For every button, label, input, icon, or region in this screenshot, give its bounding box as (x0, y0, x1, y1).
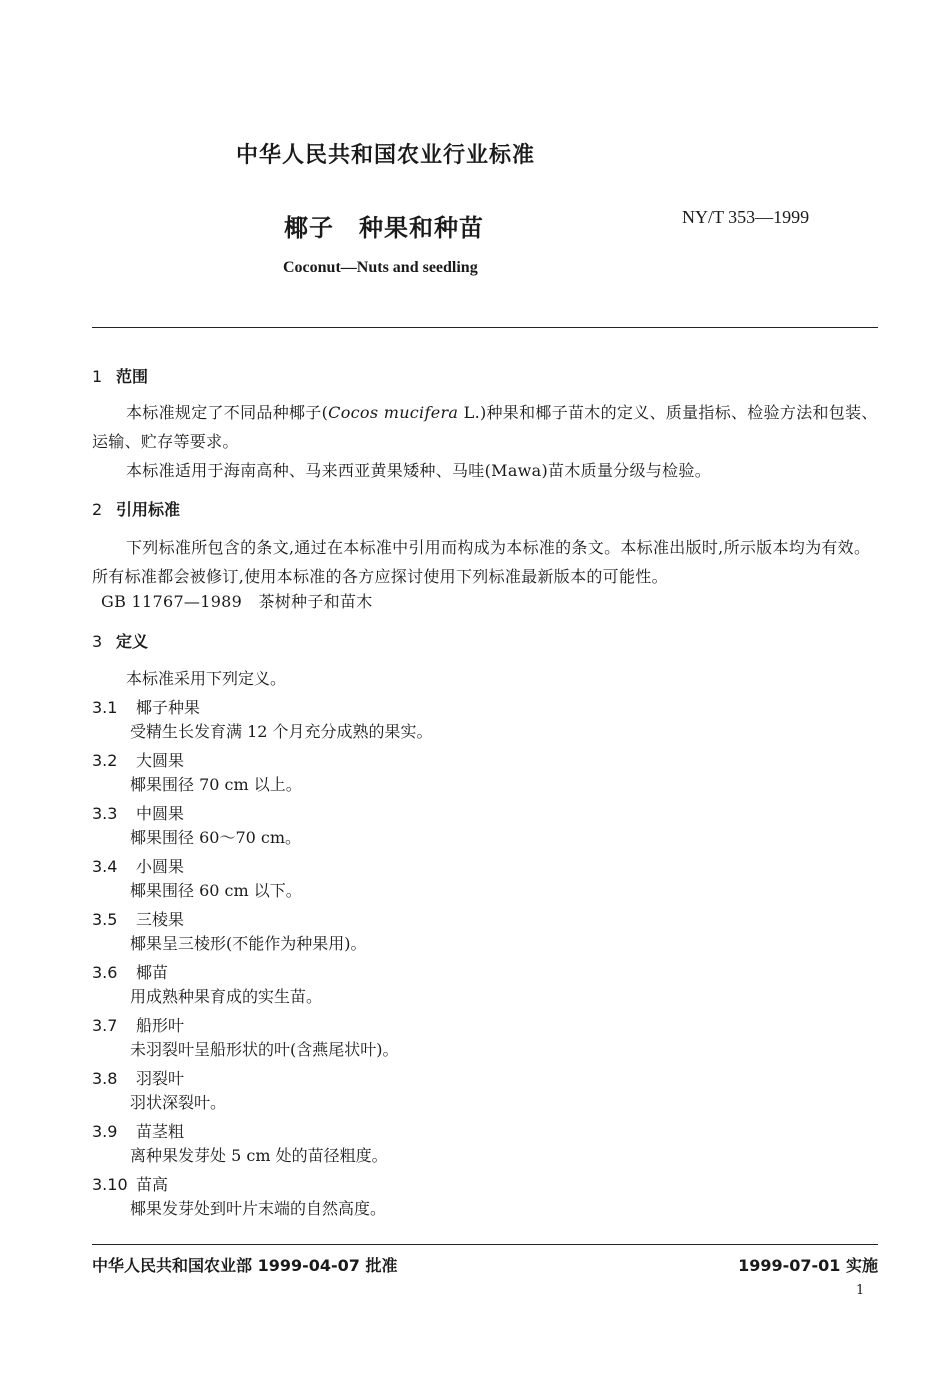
section-heading-scope (92, 364, 148, 387)
page-number: 1 (856, 1283, 865, 1298)
section-number: 3 (92, 632, 103, 651)
section-title: 范围 (116, 367, 149, 386)
definition-description: 受精生长发育满 12 个月充分成熟的果实。 (130, 722, 433, 741)
definition-number: 3.6 (92, 963, 118, 982)
definition-number: 3.2 (92, 751, 118, 770)
definition-description: 羽状深裂叶。 (130, 1093, 227, 1112)
definition-term-label: 椰苗 (136, 963, 169, 982)
effective-date: 1999-07-01 实施 (738, 1256, 878, 1275)
section-number: 1 (92, 367, 103, 386)
document-title: 椰子 种果和种苗 (284, 214, 484, 242)
definition-description: 椰果围径 60 cm 以下。 (130, 881, 302, 900)
definition-term (92, 695, 200, 718)
definition-number: 3.10 (92, 1175, 128, 1194)
definition-term (92, 801, 184, 824)
definition-description: 离种果发芽处 5 cm 处的苗径粗度。 (130, 1146, 388, 1165)
definition-term (92, 748, 184, 771)
definition-description: 椰果呈三棱形(不能作为种果用)。 (130, 934, 367, 953)
section-number: 2 (92, 500, 103, 519)
references-paragraph: 下列标准所包含的条文,通过在本标准中引用而构成为本标准的条文。本标准出版时,所示版本均为有效。所有标准都会被修订,使用本标准的各方应探讨使用下列标准最新版本的可能性。 (92, 538, 871, 586)
definition-term (92, 1119, 184, 1142)
standard-number: NY/T 353—1999 (682, 207, 810, 227)
definition-term-label: 船形叶 (136, 1016, 185, 1035)
definition-number: 3.9 (92, 1122, 118, 1141)
definition-term-label: 羽裂叶 (136, 1069, 185, 1088)
scope-paragraph-1: 本标准规定了不同品种椰子(Cocos mucifera L.)种果和椰子苗木的定义、质量指标、检验方法和包装、运输、贮存等要求。 (92, 403, 878, 451)
definition-term-label: 中圆果 (136, 804, 185, 823)
definition-number: 3.5 (92, 910, 118, 929)
section-heading-references (92, 497, 180, 520)
definition-number: 3.1 (92, 698, 118, 717)
reference-item: GB 11767—1989 茶树种子和苗木 (101, 592, 373, 611)
issuing-authority: 中华人民共和国农业行业标准 (236, 143, 536, 168)
definition-term (92, 1172, 168, 1195)
definition-term-label: 椰子种果 (136, 698, 201, 717)
definition-term (92, 960, 168, 983)
definition-number: 3.3 (92, 804, 118, 823)
definition-description: 椰果围径 60～70 cm。 (130, 828, 302, 847)
definition-term (92, 1066, 184, 1089)
latin-name: Cocos mucifera (328, 403, 459, 422)
scope-paragraph-2: 本标准适用于海南高种、马来西亚黄果矮种、马哇(Mawa)苗木质量分级与检验。 (126, 461, 712, 480)
section-title: 引用标准 (116, 500, 181, 519)
header-divider (92, 327, 878, 328)
english-title: Coconut—Nuts and seedling (283, 259, 478, 276)
section-title: 定义 (116, 632, 149, 651)
definition-description: 未羽裂叶呈船形状的叶(含燕尾状叶)。 (130, 1040, 399, 1059)
approval-date: 中华人民共和国农业部 1999-04-07 批准 (92, 1256, 398, 1275)
definition-term-label: 小圆果 (136, 857, 185, 876)
definition-term-label: 苗茎粗 (136, 1122, 185, 1141)
section-heading-definitions (92, 629, 148, 652)
definition-term-label: 大圆果 (136, 751, 185, 770)
definition-term (92, 854, 184, 877)
definition-term (92, 1013, 184, 1036)
definition-number: 3.7 (92, 1016, 118, 1035)
definition-number: 3.4 (92, 857, 118, 876)
definitions-intro: 本标准采用下列定义。 (126, 669, 287, 688)
definition-number: 3.8 (92, 1069, 118, 1088)
definition-description: 椰果围径 70 cm 以上。 (130, 775, 302, 794)
definition-term (92, 907, 184, 930)
footer-divider (92, 1244, 878, 1245)
definition-description: 椰果发芽处到叶片末端的自然高度。 (130, 1199, 387, 1218)
definition-term-label: 苗高 (136, 1175, 169, 1194)
definition-term-label: 三棱果 (136, 910, 185, 929)
definition-description: 用成熟种果育成的实生苗。 (130, 987, 323, 1006)
